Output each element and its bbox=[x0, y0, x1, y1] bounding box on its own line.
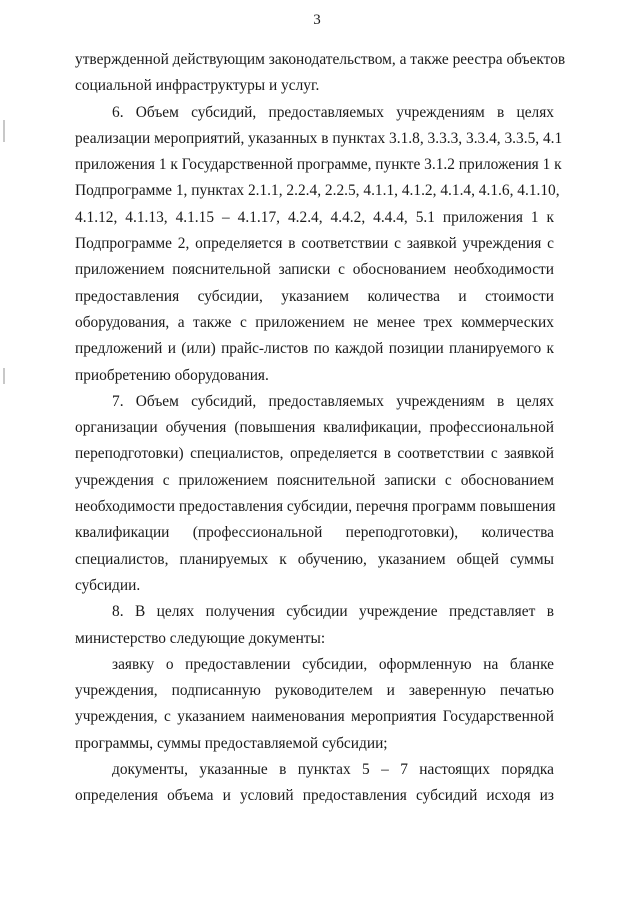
text-line: учреждения, подписанную руководителем и заверенную печатью bbox=[75, 682, 554, 700]
scan-edge-mark bbox=[3, 120, 5, 142]
text-line: приложения 1 к Государственной программе, пункте 3.1.2 приложения 1 к bbox=[75, 156, 562, 174]
text-line: необходимости предоставления субсидии, перечня программ повышения bbox=[75, 498, 556, 516]
text-line: документы, указанные в пунктах 5 – 7 настоящих порядка bbox=[112, 761, 554, 779]
text-line: специалистов, планируемых к обучению, указанием общей суммы bbox=[75, 550, 554, 568]
text-line: программы, суммы предоставляемой субсидии; bbox=[75, 734, 388, 752]
text-line: утвержденной действующим законодательством, а также реестра объектов bbox=[75, 51, 566, 68]
text-line: социальной инфраструктуры и услуг. bbox=[75, 77, 320, 95]
text-line: приобретению оборудования. bbox=[75, 366, 269, 384]
page-number: 3 bbox=[313, 12, 321, 28]
text-line: учреждения с приложением пояснительной записки с обоснованием bbox=[75, 471, 554, 489]
text-line: приложением пояснительной записки с обоснованием необходимости bbox=[75, 261, 554, 279]
text-line: субсидии. bbox=[75, 576, 141, 594]
text-line: оборудования, а также с приложением не менее трех коммерческих bbox=[75, 313, 554, 331]
text-line: организации обучения (повышения квалификации, профессиональной bbox=[75, 419, 554, 437]
text-line: квалификации (профессиональной переподготовки), количества bbox=[75, 524, 554, 542]
document-body bbox=[75, 47, 566, 810]
text-line: 6. Объем субсидий, предоставляемых учреждениям в целях bbox=[112, 103, 554, 121]
text-line: 4.1.12, 4.1.13, 4.1.15 – 4.1.17, 4.2.4, 4.4.2, 4.4.4, 5.1 приложения 1 к bbox=[75, 208, 554, 226]
text-line: 7. Объем субсидий, предоставляемых учреждениям в целях bbox=[112, 392, 554, 410]
text-line: министерство следующие документы: bbox=[75, 629, 326, 647]
text-line: 8. В целях получения субсидии учреждение представляет в bbox=[112, 603, 554, 621]
text-line: реализации мероприятий, указанных в пунктах 3.1.8, 3.3.3, 3.3.4, 3.3.5, 4.1 bbox=[75, 129, 563, 147]
text-line: предложений и (или) прайс-листов по каждой позиции планируемого к bbox=[75, 340, 554, 358]
text-line: Подпрограмме 1, пунктах 2.1.1, 2.2.4, 2.2.5, 4.1.1, 4.1.2, 4.1.4, 4.1.6, 4.1.10, bbox=[75, 182, 560, 200]
text-line: предоставления субсидии, указанием количества и стоимости bbox=[75, 287, 554, 305]
text-line: учреждения, с указанием наименования мероприятия Государственной bbox=[75, 708, 554, 726]
text-line: определения объема и условий предоставления субсидий исходя из bbox=[75, 787, 554, 805]
text-line: Подпрограмме 2, определяется в соответствии с заявкой учреждения с bbox=[75, 235, 554, 253]
scan-edge-mark bbox=[3, 368, 5, 384]
text-line: переподготовки) специалистов, определяется в соответствии с заявкой bbox=[75, 445, 554, 463]
text-line: заявку о предоставлении субсидии, оформленную на бланке bbox=[112, 655, 554, 673]
